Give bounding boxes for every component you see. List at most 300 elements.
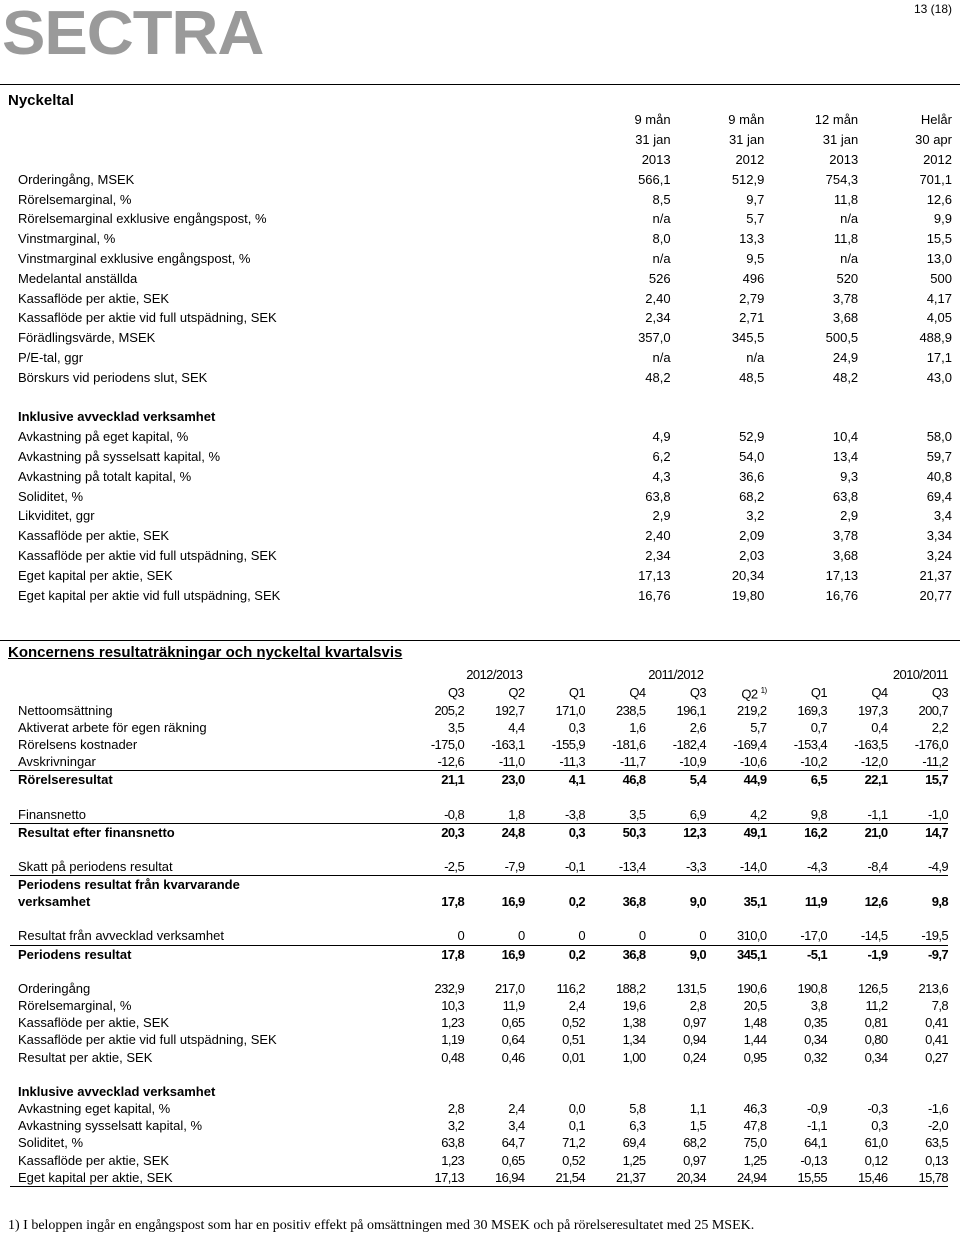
cell-value: 17,8 bbox=[441, 894, 465, 910]
cell-value: -7,9 bbox=[464, 858, 524, 876]
cell-value: 6,2 bbox=[652, 448, 671, 464]
cell-value bbox=[767, 876, 827, 894]
page-number: 13 (18) bbox=[913, 2, 952, 16]
cell-value: 4,1 bbox=[568, 772, 586, 788]
column-header: 31 jan bbox=[635, 132, 671, 148]
cell-value: -176,0 bbox=[914, 736, 948, 752]
cell-value: 3,4 bbox=[508, 1118, 525, 1134]
cell-value: 171,0 bbox=[555, 702, 586, 718]
quarterly-table bbox=[10, 666, 948, 1187]
cell-value: -0,13 bbox=[800, 1152, 827, 1168]
row-label: Avkastning sysselsatt kapital, % bbox=[18, 1118, 203, 1134]
cell-value: 68,2 bbox=[683, 1135, 707, 1151]
cell-value: 20,5 bbox=[743, 998, 767, 1014]
cell-value: 16,9 bbox=[501, 946, 525, 962]
cell-value: 10,4 bbox=[832, 429, 859, 445]
cell-value bbox=[706, 876, 766, 894]
spacer-row bbox=[10, 910, 948, 927]
cell-value: 188,2 bbox=[616, 980, 646, 996]
quarter-header bbox=[827, 683, 887, 701]
cell-value: 17,8 bbox=[441, 946, 465, 962]
cell-value bbox=[887, 876, 948, 894]
cell-value: 16,2 bbox=[804, 824, 827, 840]
row-label: Vinstmarginal exklusive engångspost, % bbox=[18, 250, 251, 266]
cell-value: 12,6 bbox=[926, 191, 952, 207]
cell-value: 0,52 bbox=[562, 1152, 586, 1168]
cell-value: 0,64 bbox=[501, 1032, 525, 1048]
cell-value: 22,1 bbox=[864, 772, 888, 788]
cell-value: 0,41 bbox=[925, 1032, 948, 1048]
cell-value bbox=[827, 876, 887, 894]
cell-value: 0,65 bbox=[501, 1152, 525, 1168]
cell-value: 1,25 bbox=[622, 1152, 646, 1168]
cell-value: 3,34 bbox=[926, 528, 952, 544]
table-row bbox=[10, 585, 952, 605]
cell-value: 15,78 bbox=[887, 1169, 948, 1187]
cell-value: 2,40 bbox=[645, 290, 671, 306]
quarter-label: Q3 bbox=[931, 684, 948, 700]
cell-value: 488,9 bbox=[919, 330, 952, 346]
subsection-row bbox=[10, 407, 952, 427]
cell-value: 0,13 bbox=[925, 1152, 948, 1168]
column-header: 31 jan bbox=[728, 132, 765, 148]
subsection-title: Inklusive avvecklad verksamhet bbox=[18, 409, 216, 425]
cell-value: 5,4 bbox=[689, 772, 707, 788]
row-label: Kassaflöde per aktie, SEK bbox=[18, 1152, 170, 1168]
cell-value: 512,9 bbox=[731, 171, 765, 187]
quarter-label: Q4 bbox=[871, 684, 888, 700]
row-label: Kassaflöde per aktie vid full utspädning, SEK bbox=[18, 310, 277, 326]
table-row bbox=[10, 1169, 948, 1187]
cell-value: 500 bbox=[930, 270, 952, 286]
quarter-header bbox=[525, 683, 585, 701]
row-label: Eget kapital per aktie, SEK bbox=[18, 567, 173, 583]
column-header-row bbox=[10, 130, 952, 150]
cell-value: -163,5 bbox=[854, 736, 888, 752]
cell-value: 19,6 bbox=[622, 998, 646, 1014]
cell-value: 9,5 bbox=[746, 250, 765, 266]
table-row bbox=[10, 980, 948, 997]
table-row bbox=[10, 1014, 948, 1031]
cell-value: 12,6 bbox=[864, 894, 888, 910]
row-label: Rörelsemarginal, % bbox=[18, 998, 132, 1014]
row-label: Avkastning på eget kapital, % bbox=[18, 429, 189, 445]
cell-value: 526 bbox=[648, 270, 671, 286]
cell-value: 1,25 bbox=[743, 1152, 767, 1168]
cell-value: 345,1 bbox=[736, 946, 767, 962]
cell-value: 0,97 bbox=[683, 1015, 707, 1031]
cell-value: 36,8 bbox=[622, 946, 646, 962]
header-blank bbox=[10, 683, 404, 701]
cell-value: 0 bbox=[464, 927, 524, 945]
cell-value: -175,0 bbox=[430, 736, 465, 752]
cell-value: 9,0 bbox=[689, 946, 707, 962]
quarter-header bbox=[585, 683, 645, 701]
cell-value: 219,2 bbox=[736, 702, 767, 718]
cell-value: 24,94 bbox=[706, 1169, 766, 1187]
cell-value: 0,01 bbox=[562, 1049, 586, 1065]
row-label: Soliditet, % bbox=[18, 1135, 84, 1151]
column-header: 31 jan bbox=[822, 132, 859, 148]
cell-value: 0 bbox=[404, 927, 464, 945]
sectra-logo: SECTRA bbox=[2, 0, 264, 68]
cell-value: -11,0 bbox=[464, 753, 524, 771]
cell-value: 3,78 bbox=[832, 290, 859, 306]
cell-value: 3,78 bbox=[832, 528, 859, 544]
cell-value: 1,44 bbox=[743, 1032, 767, 1048]
cell-value: 9,8 bbox=[767, 805, 827, 823]
table-row bbox=[10, 447, 952, 467]
cell-value: -1,9 bbox=[867, 946, 888, 962]
quarter-label: Q3 bbox=[447, 684, 465, 700]
row-label: Orderingång, MSEK bbox=[18, 171, 135, 187]
cell-value: 13,3 bbox=[739, 231, 765, 247]
table-row bbox=[10, 1151, 948, 1168]
cell-value: 0,0 bbox=[568, 1100, 586, 1116]
table-row bbox=[10, 805, 948, 823]
cell-value: -3,3 bbox=[646, 858, 706, 876]
cell-value: -153,4 bbox=[793, 736, 827, 752]
table-row bbox=[10, 945, 948, 963]
cell-value: 59,7 bbox=[926, 448, 952, 464]
table-row bbox=[10, 771, 948, 789]
column-header: 2012 bbox=[923, 151, 952, 167]
cell-value: 2,4 bbox=[568, 998, 586, 1014]
cell-value: -3,8 bbox=[525, 805, 585, 823]
cell-value: 24,9 bbox=[832, 349, 859, 365]
spacer-row bbox=[10, 841, 948, 858]
cell-value: -14,0 bbox=[706, 858, 766, 876]
cell-value: -10,2 bbox=[767, 753, 827, 771]
cell-value bbox=[585, 1083, 645, 1100]
cell-value: 40,8 bbox=[926, 468, 952, 484]
row-label: Periodens resultat bbox=[18, 946, 132, 962]
cell-value: 3,8 bbox=[810, 998, 827, 1014]
cell-value: 10,3 bbox=[441, 998, 465, 1014]
cell-value: 0,24 bbox=[683, 1049, 707, 1065]
cell-value: 3,68 bbox=[832, 547, 859, 563]
cell-value: -19,5 bbox=[887, 927, 948, 945]
row-label: Avskrivningar bbox=[10, 753, 404, 771]
cell-value: 500,5 bbox=[825, 330, 859, 346]
cell-value: 1,23 bbox=[441, 1152, 465, 1168]
cell-value: 21,1 bbox=[441, 772, 465, 788]
quarter-header bbox=[887, 683, 948, 701]
cell-value: n/a bbox=[840, 211, 859, 227]
cell-value bbox=[585, 876, 645, 894]
cell-value: 4,2 bbox=[706, 805, 766, 823]
cell-value: 75,0 bbox=[743, 1135, 767, 1151]
section-title-kvartalsvis: Koncernens resultaträkningar och nyckeltal kvartalsvis bbox=[8, 644, 403, 661]
cell-value: 0,34 bbox=[864, 1049, 888, 1065]
row-label: Rörelseresultat bbox=[18, 772, 113, 788]
cell-value: 20,3 bbox=[441, 824, 465, 840]
cell-value: -17,0 bbox=[767, 927, 827, 945]
table-row bbox=[10, 506, 952, 526]
cell-value: 205,2 bbox=[434, 702, 465, 718]
column-header-row bbox=[10, 110, 952, 130]
cell-value: 0,7 bbox=[810, 719, 827, 735]
cell-value: -1,6 bbox=[927, 1100, 948, 1116]
cell-value: 496 bbox=[742, 270, 765, 286]
cell-value: 23,0 bbox=[501, 772, 525, 788]
cell-value: 0,41 bbox=[925, 1015, 948, 1031]
cell-value: -1,0 bbox=[887, 805, 948, 823]
cell-value: 190,6 bbox=[736, 980, 767, 996]
cell-value: 0,32 bbox=[804, 1049, 827, 1065]
cell-value: 4,9 bbox=[652, 429, 671, 445]
table-row bbox=[10, 858, 948, 876]
row-label: verksamhet bbox=[18, 894, 91, 910]
row-label: Resultat efter finansnetto bbox=[18, 824, 175, 840]
row-label: Eget kapital per aktie vid full utspädning, SEK bbox=[18, 587, 281, 603]
cell-value bbox=[525, 876, 585, 894]
cell-value: 0,4 bbox=[871, 719, 888, 735]
cell-value: 1,38 bbox=[622, 1015, 646, 1031]
cell-value: 238,5 bbox=[616, 702, 646, 718]
cell-value: 4,4 bbox=[508, 719, 525, 735]
cell-value bbox=[464, 1083, 524, 1100]
row-label: Avkastning på totalt kapital, % bbox=[18, 468, 192, 484]
cell-value: 9,9 bbox=[933, 211, 952, 227]
row-label: Kassaflöde per aktie, SEK bbox=[18, 1015, 170, 1031]
cell-value: 21,54 bbox=[525, 1169, 585, 1187]
table-row bbox=[10, 288, 952, 308]
cell-value bbox=[887, 1083, 948, 1100]
row-label: Resultat från avvecklad verksamhet bbox=[10, 927, 404, 945]
cell-value: 20,34 bbox=[731, 567, 765, 583]
cell-value: 0,52 bbox=[562, 1015, 586, 1031]
cell-value: 345,5 bbox=[731, 330, 765, 346]
cell-value: 21,37 bbox=[919, 567, 952, 583]
cell-value: 0,1 bbox=[568, 1118, 586, 1134]
quarter-label: Q2 bbox=[741, 686, 758, 702]
cell-value: 50,3 bbox=[622, 824, 646, 840]
cell-value: -2,0 bbox=[927, 1118, 948, 1134]
table-row bbox=[10, 466, 952, 486]
spacer-row bbox=[10, 1066, 948, 1083]
cell-value: 16,76 bbox=[638, 587, 671, 603]
table-row bbox=[10, 229, 952, 249]
cell-value: 2,4 bbox=[508, 1100, 525, 1116]
cell-value: n/a bbox=[746, 349, 765, 365]
table-row bbox=[10, 1134, 948, 1151]
spacer-row bbox=[10, 963, 948, 980]
table-row bbox=[10, 1031, 948, 1048]
cell-value: 13,4 bbox=[832, 448, 859, 464]
cell-value: 0,94 bbox=[683, 1032, 707, 1048]
table-row bbox=[10, 736, 948, 753]
cell-value bbox=[404, 876, 464, 894]
cell-value: 11,2 bbox=[865, 998, 888, 1014]
cell-value: 126,5 bbox=[857, 980, 888, 996]
row-label: Skatt på periodens resultat bbox=[10, 858, 404, 876]
cell-value: 190,8 bbox=[797, 980, 827, 996]
cell-value: n/a bbox=[652, 211, 671, 227]
cell-value: 116,2 bbox=[556, 980, 586, 996]
cell-value: 54,0 bbox=[739, 448, 765, 464]
cell-value: 64,1 bbox=[804, 1135, 827, 1151]
quarter-header-row bbox=[10, 683, 948, 701]
cell-value: 3,5 bbox=[447, 719, 465, 735]
column-header: 9 mån bbox=[728, 112, 765, 128]
spacer-row bbox=[10, 788, 948, 805]
quarter-label: Q1 bbox=[810, 684, 827, 700]
cell-value: 213,6 bbox=[918, 980, 948, 996]
divider bbox=[0, 640, 960, 641]
cell-value: -4,9 bbox=[887, 858, 948, 876]
year-header: 2010/2011 bbox=[892, 667, 948, 683]
row-label: Soliditet, % bbox=[18, 488, 84, 504]
cell-value: -14,5 bbox=[827, 927, 887, 945]
cell-value: 1,23 bbox=[441, 1015, 465, 1031]
cell-value: -12,6 bbox=[404, 753, 464, 771]
cell-value: 197,3 bbox=[857, 702, 888, 718]
cell-value: 701,1 bbox=[919, 171, 952, 187]
cell-value: 520 bbox=[836, 270, 859, 286]
column-header: 2013 bbox=[641, 151, 671, 167]
column-header-row bbox=[10, 150, 952, 170]
row-label: Periodens resultat från kvarvarande bbox=[18, 877, 240, 893]
cell-value: 2,9 bbox=[652, 508, 671, 524]
cell-value bbox=[706, 1083, 766, 1100]
cell-value: -10,6 bbox=[706, 753, 766, 771]
cell-value: 17,1 bbox=[926, 349, 952, 365]
cell-value: 0 bbox=[585, 927, 645, 945]
cell-value: 9,8 bbox=[931, 894, 948, 910]
quarter-header bbox=[706, 683, 766, 701]
cell-value: -13,4 bbox=[585, 858, 645, 876]
cell-value: 3,68 bbox=[832, 310, 859, 326]
row-label: Kassaflöde per aktie, SEK bbox=[18, 528, 170, 544]
cell-value: 46,8 bbox=[622, 772, 646, 788]
table-row bbox=[10, 702, 948, 719]
table-row bbox=[10, 565, 952, 585]
row-label: Vinstmarginal, % bbox=[18, 231, 116, 247]
quarter-label: Q3 bbox=[689, 684, 707, 700]
cell-value: 58,0 bbox=[926, 429, 952, 445]
cell-value: -0,9 bbox=[806, 1100, 827, 1116]
cell-value: 4,3 bbox=[652, 468, 671, 484]
row-label: P/E-tal, ggr bbox=[18, 349, 84, 365]
cell-value: n/a bbox=[840, 250, 859, 266]
table-row bbox=[10, 249, 952, 269]
cell-value: 9,0 bbox=[689, 894, 707, 910]
footnote-mark: 1) bbox=[760, 686, 767, 696]
cell-value: -0,1 bbox=[525, 858, 585, 876]
cell-value: 0,2 bbox=[568, 894, 586, 910]
row-label: Eget kapital per aktie, SEK bbox=[10, 1169, 404, 1187]
cell-value: -0,3 bbox=[867, 1100, 888, 1116]
cell-value: -11,2 bbox=[887, 753, 948, 771]
cell-value: 3,24 bbox=[926, 547, 952, 563]
row-label: Inklusive avvecklad verksamhet bbox=[18, 1083, 216, 1099]
table-row bbox=[10, 1117, 948, 1134]
cell-value: -182,4 bbox=[672, 736, 707, 752]
cell-value: 8,0 bbox=[652, 231, 671, 247]
cell-value: 15,5 bbox=[926, 231, 952, 247]
cell-value: 5,7 bbox=[750, 719, 767, 735]
cell-value: -4,3 bbox=[767, 858, 827, 876]
cell-value bbox=[827, 1083, 887, 1100]
quarter-header bbox=[767, 683, 827, 701]
quarter-label: Q2 bbox=[508, 684, 525, 700]
cell-value: 7,8 bbox=[931, 998, 948, 1014]
footnote: 1) I beloppen ingår en engångspost som har en positiv effekt på omsättningen med 30 MSEK och på rörelseresultatet med 25 MSEK. bbox=[8, 1218, 755, 1233]
cell-value: 11,8 bbox=[833, 191, 859, 207]
header-blank bbox=[10, 150, 577, 170]
cell-value: 17,13 bbox=[404, 1169, 464, 1187]
cell-value: 20,34 bbox=[646, 1169, 706, 1187]
table-row bbox=[10, 526, 952, 546]
cell-value: -181,6 bbox=[612, 736, 646, 752]
cell-value: n/a bbox=[652, 250, 671, 266]
cell-value bbox=[525, 1083, 585, 1100]
quarter-header bbox=[464, 683, 524, 701]
cell-value: 0,3 bbox=[568, 824, 586, 840]
cell-value: 64,7 bbox=[501, 1135, 525, 1151]
cell-value: 0,2 bbox=[568, 946, 586, 962]
header-blank bbox=[10, 666, 404, 683]
row-label: Rörelsemarginal, % bbox=[18, 191, 132, 207]
cell-value: 0,34 bbox=[804, 1032, 827, 1048]
cell-value: 0,95 bbox=[743, 1049, 767, 1065]
cell-value: 17,13 bbox=[825, 567, 859, 583]
row-label: Rörelsemarginal exklusive engångspost, % bbox=[18, 211, 267, 227]
row-label: Kassaflöde per aktie vid full utspädning, SEK bbox=[18, 547, 277, 563]
cell-value: 11,8 bbox=[833, 231, 859, 247]
row-label: Medelantal anställda bbox=[18, 270, 138, 286]
cell-value: 0,97 bbox=[683, 1152, 707, 1168]
cell-value: 47,8 bbox=[743, 1118, 767, 1134]
row-label: Avkastning på sysselsatt kapital, % bbox=[18, 448, 221, 464]
cell-value: 0,80 bbox=[864, 1032, 888, 1048]
cell-value: 63,8 bbox=[441, 1135, 465, 1151]
cell-value: 6,3 bbox=[629, 1118, 646, 1134]
cell-value: 63,8 bbox=[645, 488, 671, 504]
quarter-header bbox=[646, 683, 706, 701]
cell-value: 3,2 bbox=[447, 1118, 465, 1134]
cell-value: 48,2 bbox=[832, 369, 859, 385]
cell-value: 0,81 bbox=[864, 1015, 888, 1031]
divider bbox=[0, 84, 960, 85]
cell-value: 71,2 bbox=[562, 1135, 586, 1151]
row-label: Kassaflöde per aktie vid full utspädning, SEK bbox=[18, 1032, 277, 1048]
cell-value: 2,8 bbox=[447, 1100, 465, 1116]
cell-value: 44,9 bbox=[743, 772, 767, 788]
cell-value: 0,46 bbox=[501, 1049, 525, 1065]
row-label: Nettoomsättning bbox=[18, 702, 113, 718]
table-row bbox=[10, 753, 948, 771]
cell-value: 19,80 bbox=[731, 587, 765, 603]
cell-value: -8,4 bbox=[827, 858, 887, 876]
cell-value: -9,7 bbox=[927, 946, 948, 962]
table-row bbox=[10, 876, 948, 894]
table-row bbox=[10, 927, 948, 945]
cell-value: 11,9 bbox=[804, 894, 827, 910]
cell-value: -12,0 bbox=[827, 753, 887, 771]
year-header: 2011/2012 bbox=[648, 667, 704, 683]
cell-value: -0,8 bbox=[404, 805, 464, 823]
cell-value: 35,1 bbox=[743, 894, 767, 910]
cell-value: 0 bbox=[525, 927, 585, 945]
table-row bbox=[10, 367, 952, 387]
cell-value: 1,6 bbox=[629, 719, 646, 735]
table-row bbox=[10, 893, 948, 910]
cell-value: 69,4 bbox=[926, 488, 952, 504]
cell-value: 36,8 bbox=[622, 894, 646, 910]
cell-value: 217,0 bbox=[495, 980, 525, 996]
